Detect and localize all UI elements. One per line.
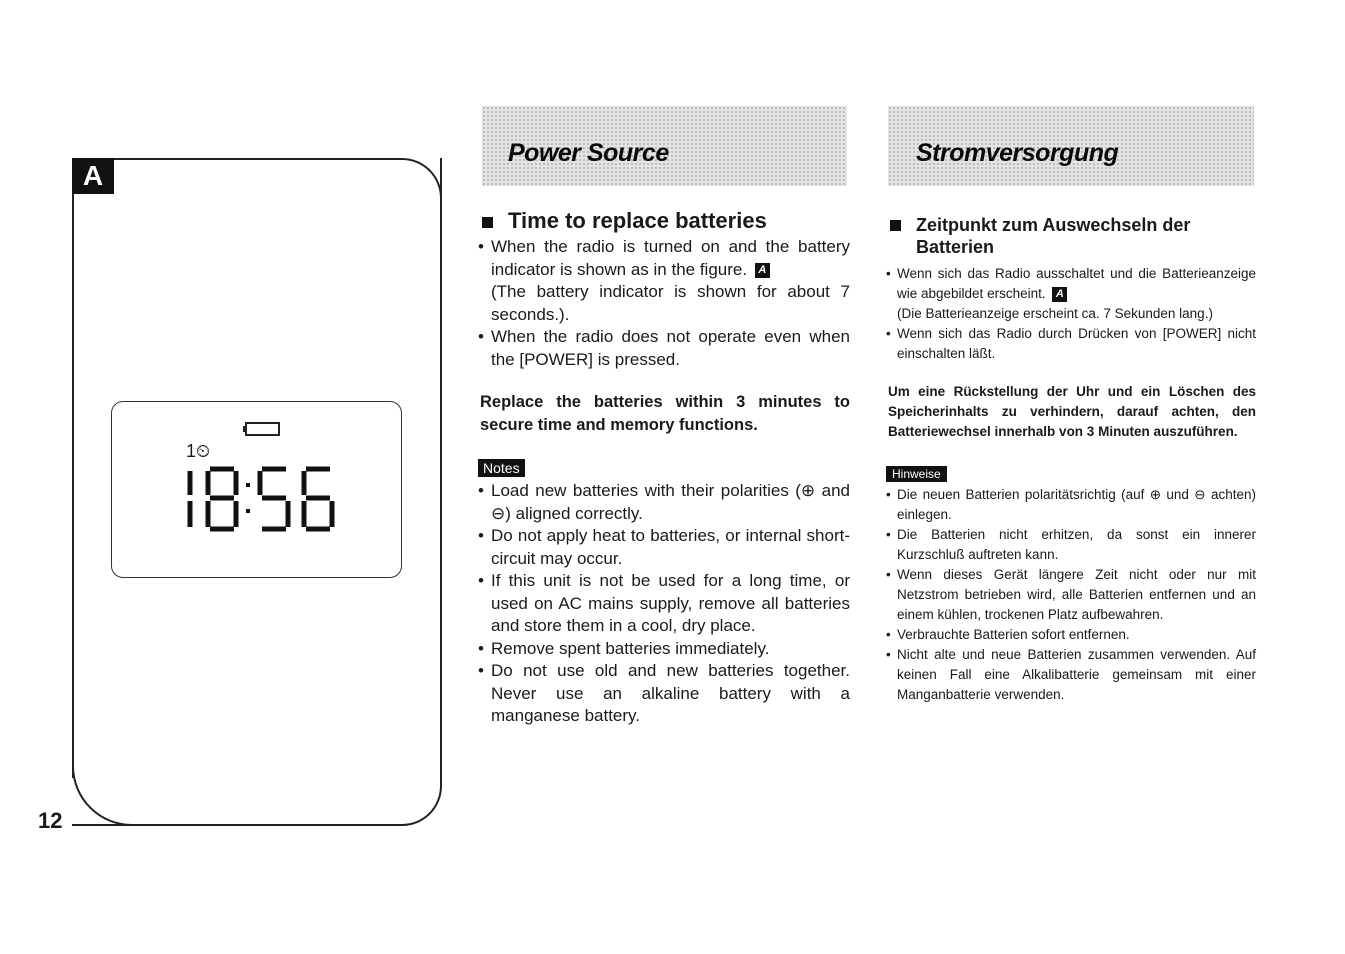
notes-label: Hinweise <box>886 466 947 482</box>
list-item-text: Load new batteries with their polarities (⊕ and ⊖) aligned correctly. <box>491 481 850 523</box>
list-item <box>886 565 1256 625</box>
section-heading <box>886 214 1256 258</box>
bullet-icon: • <box>478 638 484 658</box>
bullet-icon: • <box>886 326 891 341</box>
bullet-icon: • <box>886 567 891 582</box>
square-bullet-icon <box>482 217 493 228</box>
list-item-subtext: (The battery indicator is shown for about 7 seconds.). <box>491 282 850 324</box>
figure-label: A <box>72 158 114 194</box>
figure-ref-icon: A <box>1052 287 1067 302</box>
list-item <box>478 660 850 728</box>
list-item-text: Nicht alte und neue Batterien zusammen verwenden. Auf keinen Fall eine Alkalibatterie gemeinsam mit einer Manganbatterie verwenden. <box>897 647 1256 702</box>
list-item <box>478 525 850 570</box>
bullet-icon: • <box>886 647 891 662</box>
bullet-icon: • <box>478 481 484 500</box>
list-item-text: Do not apply heat to batteries, or internal short-circuit may occur. <box>491 526 850 568</box>
square-bullet-icon <box>890 220 901 231</box>
list-item-text: Wenn sich das Radio durch Drücken von [POWER] nicht einschalten läßt. <box>897 326 1256 361</box>
bullet-icon: • <box>478 237 484 256</box>
list-item <box>478 638 850 661</box>
timer-icon: 1⏲ <box>186 441 211 461</box>
list-item-text: When the radio does not operate even when the [POWER] is pressed. <box>491 327 850 369</box>
emphasis-text: Replace the batteries within 3 minutes to secure time and memory functions. <box>480 393 850 434</box>
section-heading-text: Time to replace batteries <box>508 208 767 233</box>
banner-english <box>482 106 847 186</box>
bullet-icon: • <box>478 526 484 545</box>
figure-ref-icon: A <box>755 263 770 278</box>
emphasis-text: Um eine Rückstellung der Uhr und ein Löschen des Speicherinhalts zu verhindern, darauf achten, den Batteriewechsel innerhalb von 3 Minuten auszuführen. <box>888 384 1256 439</box>
list-item <box>886 324 1256 364</box>
list-item-text: Remove spent batteries immediately. <box>491 638 770 658</box>
list-item-text: Verbrauchte Batterien sofort entfernen. <box>897 627 1130 642</box>
list-item-text: Die Batterien nicht erhitzen, da sonst ein innerer Kurzschluß auftreten kann. <box>897 527 1256 562</box>
list-item <box>886 625 1256 645</box>
list-item <box>478 326 850 371</box>
list-item-text: When the radio is turned on and the battery indicator is shown as in the figure. <box>491 237 850 279</box>
bullet-icon: • <box>886 487 891 502</box>
notes-label: Notes <box>478 459 525 477</box>
list-item <box>886 264 1256 304</box>
list-item <box>478 480 850 525</box>
battery-icon <box>243 421 281 437</box>
german-column <box>886 214 1256 705</box>
banner-german <box>888 106 1254 186</box>
list-item-text: Die neuen Batterien polaritätsrichtig (auf ⊕ und ⊖ achten) einlegen. <box>897 487 1256 522</box>
list-item-text: If this unit is not be used for a long time, or used on AC mains supply, remove all batteries and store them in a cool, dry place. <box>491 571 850 635</box>
list-item <box>886 485 1256 525</box>
bullet-icon: • <box>478 661 484 680</box>
bullet-icon: • <box>478 571 484 590</box>
list-item <box>886 525 1256 565</box>
bullet-icon: • <box>478 327 484 346</box>
list-item-text: Wenn dieses Gerät längere Zeit nicht oder nur mit Netzstrom betrieben wird, alle Batterien entfernen und an einem kühlen, trockenen Platz aufbewahren. <box>897 567 1256 622</box>
notes-list <box>478 480 850 728</box>
list-item <box>478 570 850 638</box>
notes-list <box>886 485 1256 705</box>
banner-title-english: Power Source <box>508 139 669 167</box>
list-item-text: Wenn sich das Radio ausschaltet und die Batterieanzeige wie abgebildet erscheint. <box>897 266 1256 301</box>
page-number: 12 <box>38 808 63 833</box>
banner-title-german: Stromversorgung <box>916 139 1119 167</box>
list-item-text: Do not use old and new batteries together. Never use an alkaline battery with a manganese battery. <box>491 661 850 725</box>
lcd-digits <box>180 465 340 535</box>
bullet-icon: • <box>886 266 891 281</box>
section-heading <box>478 208 850 234</box>
english-column <box>478 208 850 728</box>
bullet-icon: • <box>886 627 891 642</box>
figure-panel-left <box>72 158 74 778</box>
figure-panel-top <box>72 158 442 198</box>
list-item <box>886 645 1256 705</box>
bullet-icon: • <box>886 527 891 542</box>
list-item <box>478 236 850 281</box>
list-item-subtext: (Die Batterieanzeige erscheint ca. 7 Sekunden lang.) <box>897 306 1213 321</box>
section-heading-text: Zeitpunkt zum Auswechseln der Batterien <box>916 215 1191 257</box>
